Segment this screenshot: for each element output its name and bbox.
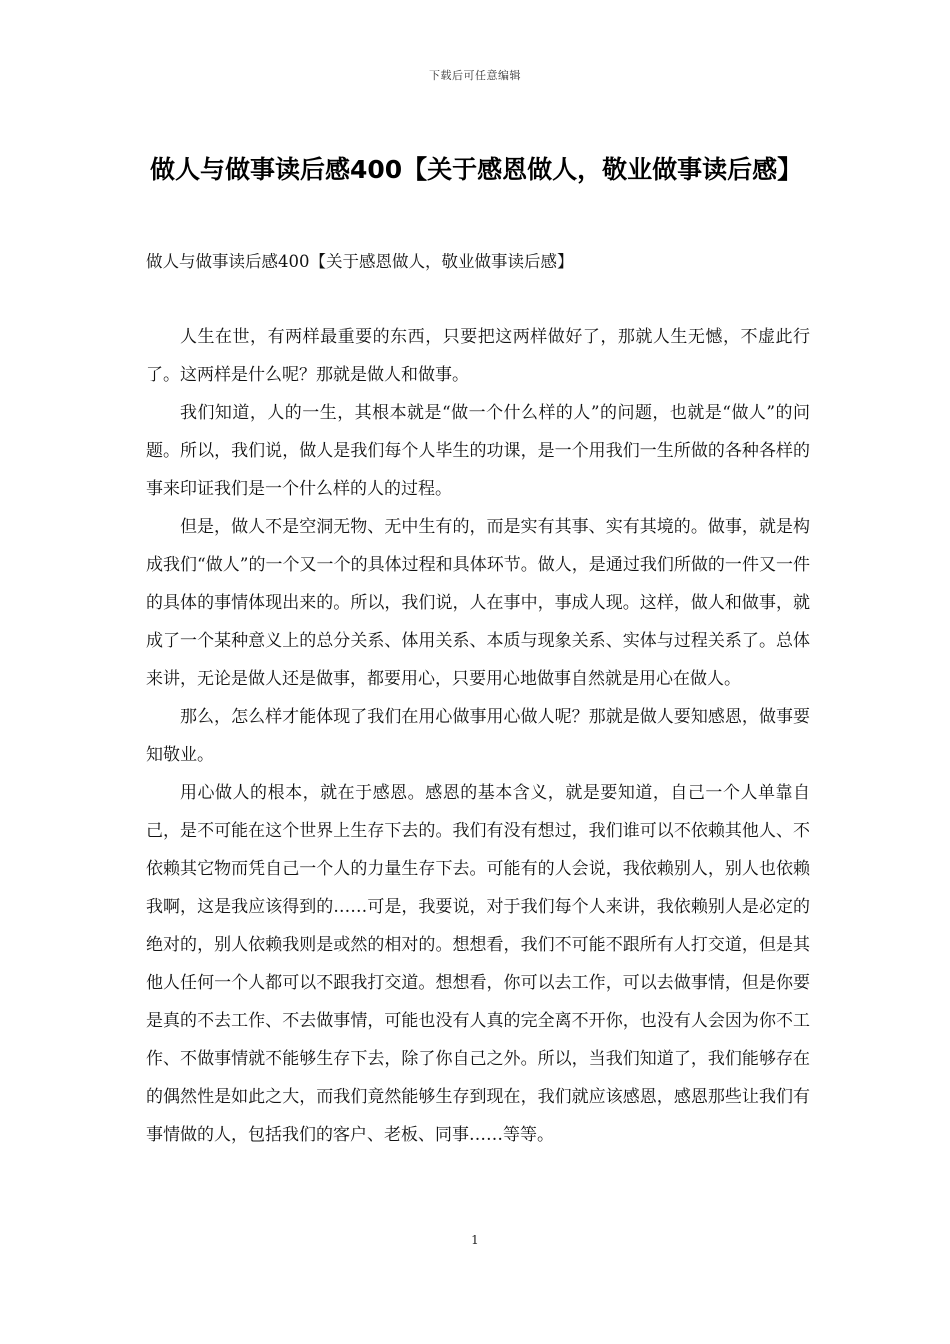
paragraph-3: 但是，做人不是空洞无物、无中生有的，而是实有其事、实有其境的。做事，就是构成我们“做人”的一个又一个的具体过程和具体环节。做人，是通过我们所做的一件又一件的具体的事情体现出来的。所以，我们说，人在事中，事成人现。这样，做人和做事，就成了一个某种意义上的总分关系、体用关系、本质与现象关系、实体与过程关系了。总体来讲，无论是做人还是做事，都要用心，只要用心地做事自然就是用心在做人。 — [146, 517, 810, 689]
header-note: 下载后可任意编辑 — [429, 69, 521, 82]
paragraph-5: 用心做人的根本，就在于感恩。感恩的基本含义，就是要知道，自己一个人单靠自己，是不可能在这个世界上生存下去的。我们有没有想过，我们谁可以不依赖其他人、不依赖其它物而凭自己一个人的力量生存下去。可能有的人会说，我依赖别人，别人也依赖我啊，这是我应该得到的……可是，我要说，对于我们每个人来讲，我依赖别人是必定的绝对的，别人依赖我则是或然的相对的。想想看，我们不可能不跟所有人打交道，但是其他人任何一个人都可以不跟我打交道。想想看，你可以去工作，可以去做事情，但是你要是真的不去工作、不去做事情，可能也没有人真的完全离不开你，也没有人会因为你不工作、不做事情就不能够生存下去，除了你自己之外。所以，当我们知道了，我们能够存在的偶然性是如此之大，而我们竟然能够生存到现在，我们就应该感恩，感恩那些让我们有事情做的人，包括我们的客户、老板、同事……等等。 — [146, 783, 810, 1145]
document-subtitle: 做人与做事读后感400【关于感恩做人，敬业做事读后感】 — [146, 252, 574, 271]
paragraph-2: 我们知道，人的一生，其根本就是“做一个什么样的人”的问题，也就是“做人”的问题。所以，我们说，做人是我们每个人毕生的功课，是一个用我们一生所做的各种各样的事来印证我们是一个什么样的人的过程。 — [146, 403, 810, 499]
paragraph-4: 那么，怎么样才能体现了我们在用心做事用心做人呢？那就是做人要知感恩，做事要知敬业。 — [146, 707, 810, 765]
paragraph-1: 人生在世，有两样最重要的东西，只要把这两样做好了，那就人生无憾，不虚此行了。这两样是什么呢？那就是做人和做事。 — [146, 327, 810, 385]
document-body — [146, 318, 810, 1154]
document-title: 做人与做事读后感400【关于感恩做人，敬业做事读后感】 — [150, 155, 803, 184]
page-number: 1 — [471, 1233, 479, 1247]
